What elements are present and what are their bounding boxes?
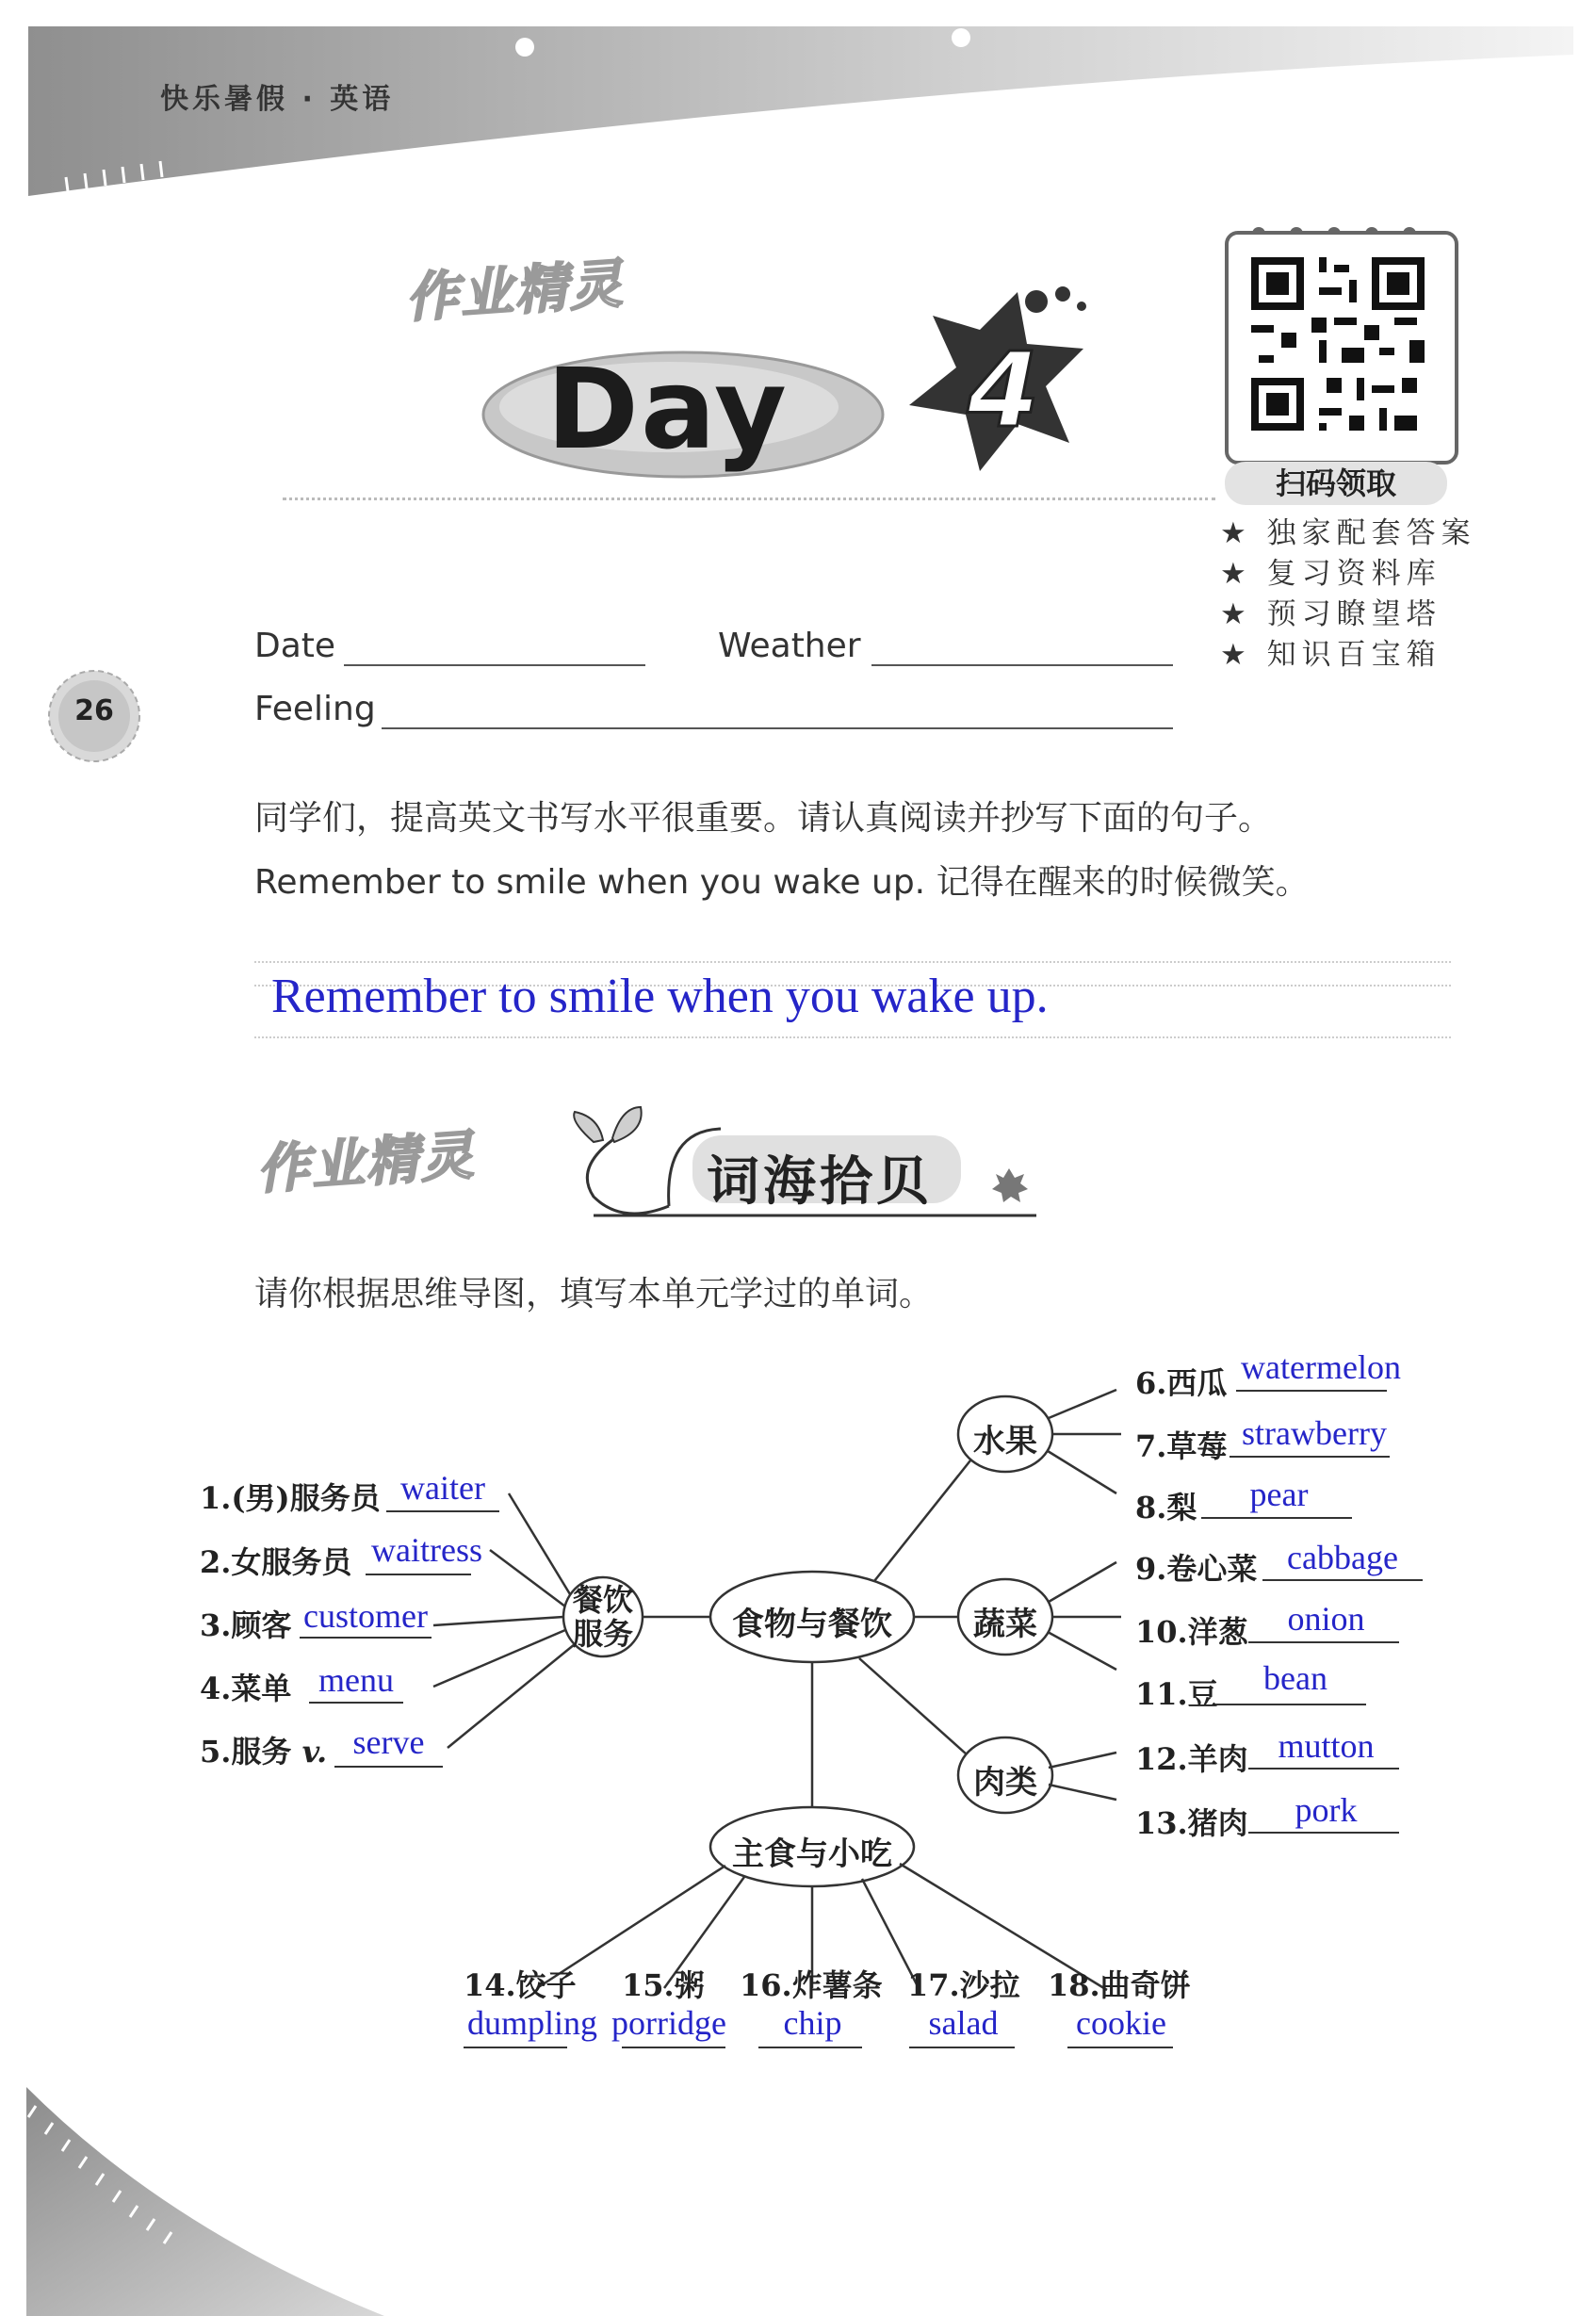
answer-mutton[interactable]: mutton — [1278, 1727, 1375, 1765]
answer-dumpling[interactable]: dumpling — [466, 2004, 597, 2042]
answer-waiter[interactable]: waiter — [400, 1469, 485, 1507]
qr-code[interactable] — [1225, 231, 1458, 465]
qr-feature-item: ★ 预习瞭望塔 — [1220, 597, 1441, 631]
answer-strawberry[interactable]: strawberry — [1242, 1414, 1387, 1452]
answer-line — [1215, 1704, 1366, 1705]
node-meat: 肉类 — [973, 1764, 1037, 1802]
qr-feature-item: ★ 复习资料库 — [1220, 557, 1441, 591]
answer-waitress[interactable]: waitress — [371, 1531, 482, 1569]
prompt-porridge: 15.粥 — [622, 1967, 705, 2003]
qr-scan-label: 扫码领取 — [1225, 462, 1447, 505]
weather-label: Weather — [718, 627, 861, 665]
prompt-pear: 8.梨 — [1135, 1490, 1197, 1525]
answer-cabbage[interactable]: cabbage — [1287, 1539, 1398, 1576]
answer-line — [334, 1766, 443, 1768]
prompt-menu: 4.菜单 — [200, 1671, 292, 1706]
section-title: 词海拾贝 — [707, 1151, 933, 1213]
answer-menu[interactable]: menu — [318, 1661, 394, 1699]
model-sentence-en: Remember to smile when you wake up. — [254, 863, 926, 902]
answer-onion[interactable]: onion — [1287, 1600, 1365, 1638]
date-label: Date — [254, 627, 336, 665]
node-service — [565, 1583, 641, 1651]
node-fruit: 水果 — [973, 1423, 1037, 1460]
answer-line — [1248, 1768, 1399, 1770]
answer-bean[interactable]: bean — [1263, 1659, 1327, 1697]
prompt-watermelon: 6.西瓜 — [1135, 1365, 1228, 1401]
feeling-field[interactable] — [382, 727, 1173, 729]
prompt-bean: 11.豆 — [1135, 1676, 1218, 1712]
watermark: 作业精灵 — [254, 1124, 478, 1202]
answer-cookie[interactable]: cookie — [1076, 2004, 1166, 2042]
page-number: 26 — [74, 694, 114, 727]
answer-line — [1248, 1832, 1399, 1834]
prompt-dumpling: 14.饺子 — [464, 1967, 577, 2003]
model-sentence-cn: 记得在醒来的时候微笑。 — [936, 863, 1310, 902]
day-number: 4 — [967, 330, 1040, 450]
prompt-customer: 3.顾客 — [200, 1607, 292, 1643]
node-staple: 主食与小吃 — [732, 1835, 892, 1873]
answer-customer[interactable]: customer — [303, 1597, 428, 1635]
answer-line — [1201, 1517, 1352, 1519]
answer-pear[interactable]: pear — [1249, 1476, 1309, 1513]
prompt-chip: 16.炸薯条 — [740, 1967, 883, 2003]
answer-watermelon[interactable]: watermelon — [1241, 1348, 1401, 1386]
answer-line — [1230, 1456, 1390, 1458]
answer-line — [1248, 1641, 1399, 1643]
answer-line — [309, 1702, 403, 1704]
date-field[interactable] — [344, 664, 645, 666]
answer-line — [1262, 1579, 1423, 1581]
answer-line — [366, 1574, 471, 1575]
copy-guide-line — [254, 1036, 1451, 1038]
prompt-cookie: 18.曲奇饼 — [1048, 1967, 1191, 2003]
copy-guide-line — [254, 961, 1451, 963]
answer-line — [1236, 1390, 1387, 1392]
prompt-strawberry: 7.草莓 — [1135, 1428, 1228, 1464]
answer-line — [622, 2047, 725, 2048]
copied-sentence-answer[interactable]: Remember to smile when you wake up. — [271, 970, 1049, 1023]
answer-salad[interactable]: salad — [928, 2004, 999, 2042]
bottom-banner — [26, 2087, 384, 2316]
section-instruction: 请你根据思维导图，填写本单元学过的单词。 — [254, 1275, 934, 1313]
answer-line — [464, 2047, 567, 2048]
answer-serve[interactable]: serve — [352, 1723, 425, 1761]
prompt-waiter: 1.(男)服务员 — [200, 1480, 381, 1516]
header-divider — [283, 497, 1215, 500]
weather-field[interactable] — [871, 664, 1173, 666]
answer-line — [300, 1637, 432, 1639]
book-title: 快乐暑假 · 英语 — [160, 83, 395, 116]
answer-pork[interactable]: pork — [1295, 1791, 1358, 1829]
answer-line — [909, 2047, 1015, 2048]
prompt-pork: 13.猪肉 — [1135, 1805, 1248, 1841]
model-sentence — [254, 856, 1310, 904]
qr-code-icon — [1229, 235, 1447, 453]
feeling-label: Feeling — [254, 690, 376, 728]
answer-line — [386, 1510, 499, 1512]
prompt-serve: 5.服务 v. — [200, 1734, 328, 1770]
node-vegetable: 蔬菜 — [973, 1606, 1037, 1643]
prompt-waitress: 2.女服务员 — [200, 1544, 352, 1580]
answer-chip[interactable]: chip — [783, 2004, 842, 2042]
writing-instruction: 同学们，提高英文书写水平很重要。请认真阅读并抄写下面的句子。 — [254, 799, 1273, 838]
node-service-line: 服务 — [572, 1616, 633, 1652]
day-label: Day — [546, 344, 789, 474]
qr-feature-item: ★ 独家配套答案 — [1220, 516, 1476, 550]
qr-feature-item: ★ 知识百宝箱 — [1220, 638, 1441, 672]
prompt-onion: 10.洋葱 — [1135, 1614, 1248, 1650]
answer-line — [1067, 2047, 1173, 2048]
watermark: 作业精灵 — [403, 253, 627, 331]
prompt-salad: 17.沙拉 — [907, 1967, 1020, 2003]
prompt-cabbage: 9.卷心菜 — [1135, 1551, 1258, 1587]
node-center: 食物与餐饮 — [732, 1606, 892, 1643]
answer-porridge[interactable]: porridge — [611, 2004, 726, 2042]
node-service-line: 餐饮 — [572, 1582, 633, 1618]
prompt-mutton: 12.羊肉 — [1135, 1741, 1248, 1777]
answer-line — [758, 2047, 862, 2048]
